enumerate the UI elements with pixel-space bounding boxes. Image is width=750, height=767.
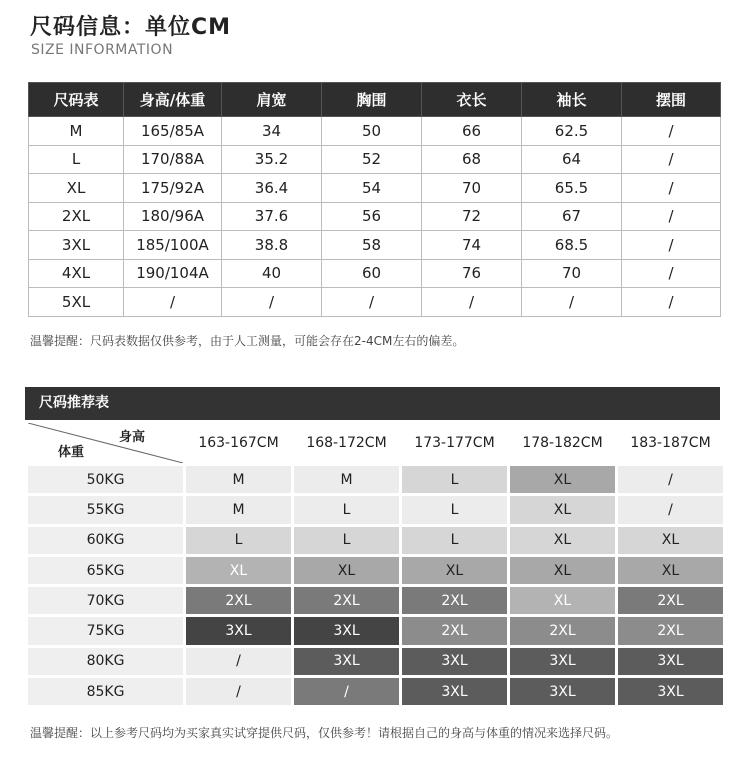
- recommend-note: 温馨提醒：以上参考尺码均为买家真实试穿提供尺码，仅供参考！请根据自己的身高与体重的情况来选择尺码。: [30, 726, 619, 740]
- recommended-size-cell: 2XL: [402, 617, 507, 644]
- page-subtitle: SIZE INFORMATION: [31, 42, 174, 58]
- recommended-size-cell: 3XL: [510, 678, 615, 705]
- height-range-header: 173-177CM: [402, 423, 507, 463]
- size-cell: /: [222, 288, 322, 317]
- corner-diagonal-line: [28, 423, 183, 463]
- weight-label: 55KG: [28, 496, 183, 523]
- recommend-title: 尺码推荐表: [25, 387, 720, 420]
- recommended-size-cell: 2XL: [618, 587, 723, 614]
- size-cell: 68.5: [522, 231, 622, 260]
- recommended-size-cell: 3XL: [618, 678, 723, 705]
- size-col-header: 摆围: [622, 83, 721, 117]
- recommended-size-cell: XL: [510, 496, 615, 523]
- size-cell: 74: [422, 231, 522, 260]
- size-info-table: [28, 82, 721, 317]
- size-cell: 64: [522, 145, 622, 174]
- recommend-row: [28, 496, 723, 523]
- recommended-size-cell: /: [186, 678, 291, 705]
- size-cell: 60: [322, 259, 422, 288]
- size-cell: /: [622, 174, 721, 203]
- recommended-size-cell: /: [618, 496, 723, 523]
- recommended-size-cell: L: [402, 527, 507, 554]
- size-cell: 190/104A: [124, 259, 222, 288]
- recommended-size-cell: 3XL: [294, 648, 399, 675]
- recommended-size-cell: XL: [510, 527, 615, 554]
- recommended-size-cell: 2XL: [510, 617, 615, 644]
- size-cell: 34: [222, 117, 322, 146]
- size-cell: 36.4: [222, 174, 322, 203]
- size-cell: 35.2: [222, 145, 322, 174]
- recommend-row: [28, 617, 723, 644]
- corner-header-cell: [28, 423, 183, 463]
- size-table-row: [29, 288, 721, 317]
- recommended-size-cell: L: [294, 527, 399, 554]
- weight-label: 60KG: [28, 527, 183, 554]
- size-cell: /: [622, 145, 721, 174]
- recommended-size-cell: XL: [618, 527, 723, 554]
- recommended-size-cell: L: [186, 527, 291, 554]
- size-table-row: [29, 202, 721, 231]
- size-table-row: [29, 145, 721, 174]
- recommended-size-cell: L: [402, 466, 507, 493]
- recommended-size-cell: 3XL: [618, 648, 723, 675]
- size-col-header: 袖长: [522, 83, 622, 117]
- size-cell: 37.6: [222, 202, 322, 231]
- recommended-size-cell: 2XL: [186, 587, 291, 614]
- size-cell: /: [622, 259, 721, 288]
- size-cell: /: [622, 117, 721, 146]
- size-cell: 50: [322, 117, 422, 146]
- weight-label: 70KG: [28, 587, 183, 614]
- size-cell: 70: [522, 259, 622, 288]
- recommended-size-cell: 2XL: [294, 587, 399, 614]
- recommended-size-cell: L: [402, 496, 507, 523]
- size-cell: XL: [29, 174, 124, 203]
- size-recommend-table: [25, 420, 726, 708]
- size-table-row: [29, 231, 721, 260]
- size-cell: /: [522, 288, 622, 317]
- size-cell: 40: [222, 259, 322, 288]
- size-cell: /: [124, 288, 222, 317]
- size-cell: 66: [422, 117, 522, 146]
- size-cell: /: [422, 288, 522, 317]
- size-cell: /: [322, 288, 422, 317]
- size-cell: 165/85A: [124, 117, 222, 146]
- weight-axis-label: 体重: [58, 445, 85, 460]
- size-cell: 62.5: [522, 117, 622, 146]
- size-col-header: 尺码表: [29, 83, 124, 117]
- recommended-size-cell: L: [294, 496, 399, 523]
- recommended-size-cell: XL: [510, 557, 615, 584]
- size-cell: M: [29, 117, 124, 146]
- height-range-header: 178-182CM: [510, 423, 615, 463]
- weight-label: 80KG: [28, 648, 183, 675]
- recommend-row: [28, 466, 723, 493]
- size-cell: 65.5: [522, 174, 622, 203]
- size-cell: 4XL: [29, 259, 124, 288]
- size-cell: 180/96A: [124, 202, 222, 231]
- size-cell: 52: [322, 145, 422, 174]
- weight-label: 50KG: [28, 466, 183, 493]
- recommended-size-cell: /: [294, 678, 399, 705]
- recommended-size-cell: M: [186, 496, 291, 523]
- size-cell: /: [622, 288, 721, 317]
- height-range-header: 163-167CM: [186, 423, 291, 463]
- size-cell: 3XL: [29, 231, 124, 260]
- height-range-header: 168-172CM: [294, 423, 399, 463]
- weight-label: 75KG: [28, 617, 183, 644]
- size-cell: 58: [322, 231, 422, 260]
- recommended-size-cell: 3XL: [402, 648, 507, 675]
- weight-label: 65KG: [28, 557, 183, 584]
- size-col-header: 身高/体重: [124, 83, 222, 117]
- recommend-row: [28, 678, 723, 705]
- size-cell: 70: [422, 174, 522, 203]
- recommended-size-cell: XL: [510, 466, 615, 493]
- size-cell: 67: [522, 202, 622, 231]
- recommended-size-cell: 3XL: [186, 617, 291, 644]
- recommended-size-cell: M: [186, 466, 291, 493]
- recommended-size-cell: 2XL: [618, 617, 723, 644]
- recommended-size-cell: XL: [510, 587, 615, 614]
- size-table-row: [29, 174, 721, 203]
- recommended-size-cell: XL: [294, 557, 399, 584]
- recommended-size-cell: 2XL: [402, 587, 507, 614]
- size-table-header: [29, 83, 721, 117]
- size-table-row: [29, 259, 721, 288]
- weight-label: 85KG: [28, 678, 183, 705]
- size-cell: 38.8: [222, 231, 322, 260]
- recommended-size-cell: 3XL: [402, 678, 507, 705]
- size-cell: 175/92A: [124, 174, 222, 203]
- recommend-row: [28, 557, 723, 584]
- size-cell: 72: [422, 202, 522, 231]
- size-col-header: 胸围: [322, 83, 422, 117]
- size-cell: 68: [422, 145, 522, 174]
- size-cell: 185/100A: [124, 231, 222, 260]
- height-axis-label: 身高: [118, 430, 145, 445]
- size-note: 温馨提醒：尺码表数据仅供参考，由于人工测量，可能会存在2-4CM左右的偏差。: [30, 334, 465, 348]
- size-table-row: [29, 117, 721, 146]
- size-cell: 76: [422, 259, 522, 288]
- size-cell: /: [622, 231, 721, 260]
- page-title: 尺码信息：单位CM: [30, 15, 232, 40]
- recommended-size-cell: /: [618, 466, 723, 493]
- size-cell: 5XL: [29, 288, 124, 317]
- size-cell: 2XL: [29, 202, 124, 231]
- height-range-header: 183-187CM: [618, 423, 723, 463]
- recommended-size-cell: XL: [618, 557, 723, 584]
- size-cell: 170/88A: [124, 145, 222, 174]
- recommend-row: [28, 648, 723, 675]
- size-cell: 54: [322, 174, 422, 203]
- size-cell: /: [622, 202, 721, 231]
- size-cell: 56: [322, 202, 422, 231]
- recommended-size-cell: /: [186, 648, 291, 675]
- recommended-size-cell: 3XL: [510, 648, 615, 675]
- recommended-size-cell: M: [294, 466, 399, 493]
- recommended-size-cell: XL: [186, 557, 291, 584]
- size-col-header: 肩宽: [222, 83, 322, 117]
- recommended-size-cell: XL: [402, 557, 507, 584]
- size-cell: L: [29, 145, 124, 174]
- recommend-row: [28, 587, 723, 614]
- recommend-row: [28, 527, 723, 554]
- size-col-header: 衣长: [422, 83, 522, 117]
- recommended-size-cell: 3XL: [294, 617, 399, 644]
